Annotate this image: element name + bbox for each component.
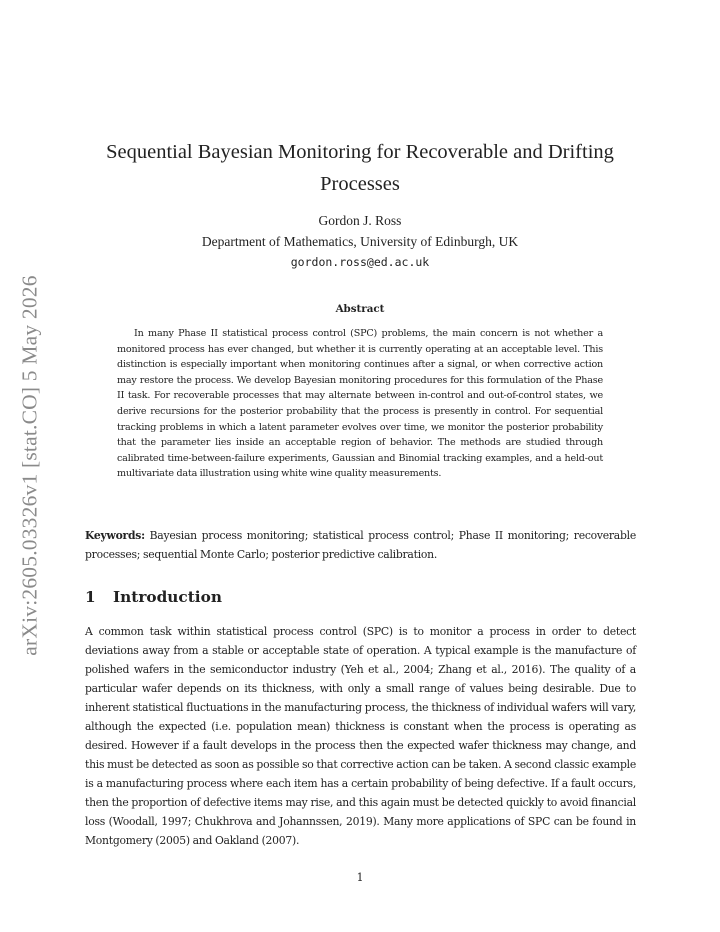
keywords-label: Keywords: xyxy=(85,529,145,542)
abstract-heading: Abstract xyxy=(335,303,385,315)
keywords-paragraph xyxy=(85,526,636,564)
section-heading xyxy=(85,586,636,608)
author-affiliation: Department of Mathematics, University of Edinburgh, UK xyxy=(201,233,519,249)
abstract-body: In many Phase II statistical process control (SPC) problems, the main concern is not whether a monitored process has ever changed, but whether it is currently operating at an acceptable level. This distinction is especially important when monitoring continues after a signal, or when corrective action may restore the process. We develop Bayesian monitoring procedures for this formulation of the Phase II task. For recoverable processes that may alternate between in-control and out-of-control states, we derive recursions for the posterior probability that the process is presently in control. For sequential tracking problems in which a latent parameter evolves over time, we monitor the posterior probability that the parameter lies inside an acceptable region of behavior. The methods are studied through calibrated time-between-failure experiments, Gaussian and Binomial tracking examples, and a held-out multivariate data illustration using white wine quality measurements. xyxy=(117,328,603,480)
page-number: 1 xyxy=(356,871,364,884)
arxiv-identifier-stamp xyxy=(8,255,52,675)
author-email: gordon.ross@ed.ac.uk xyxy=(290,255,430,269)
author-block xyxy=(90,211,630,273)
section-number: 1 xyxy=(85,588,96,606)
paper-title: Sequential Bayesian Monitoring for Recoverable and Drifting Processes xyxy=(106,141,614,195)
arxiv-identifier-text: arXiv:2605.03326v1 [stat.CO] 5 May 2026 xyxy=(17,274,42,656)
keywords-text: Bayesian process monitoring; statistical process control; Phase II monitoring; recoverable processes; sequential Monte Carlo; posterior predictive calibration. xyxy=(85,529,636,561)
author-name: Gordon J. Ross xyxy=(318,213,402,228)
section-title: Introduction xyxy=(113,588,222,606)
introduction-paragraph: A common task within statistical process control (SPC) is to monitor a process in order to detect deviations away from a stable or acceptable state of operation. A typical example is the manufacture of polished wafers in the semiconductor industry (Yeh et al., 2004; Zhang et al., 2016). The quality of a particular wafer depends on its thickness, with only a small range of values being desirable. Due to inherent statistical fluctuations in the manufacturing process, the thickness of individual wafers will vary, although the expected (i.e. population mean) thickness is constant when the process is operating as desired. However if a fault develops in the process then the expected wafer thickness may change, and this must be detected as soon as possible so that corrective action can be taken. A second classic example is a manufacturing process where each item has a certain probability of being defective. If a fault occurs, then the proportion of defective items may rise, and this again must be detected quickly to avoid financial loss (Woodall, 1997; Chukhrova and Johannssen, 2019). Many more applications of SPC can be found in Montgomery (2005) and Oakland (2007). xyxy=(85,625,636,847)
